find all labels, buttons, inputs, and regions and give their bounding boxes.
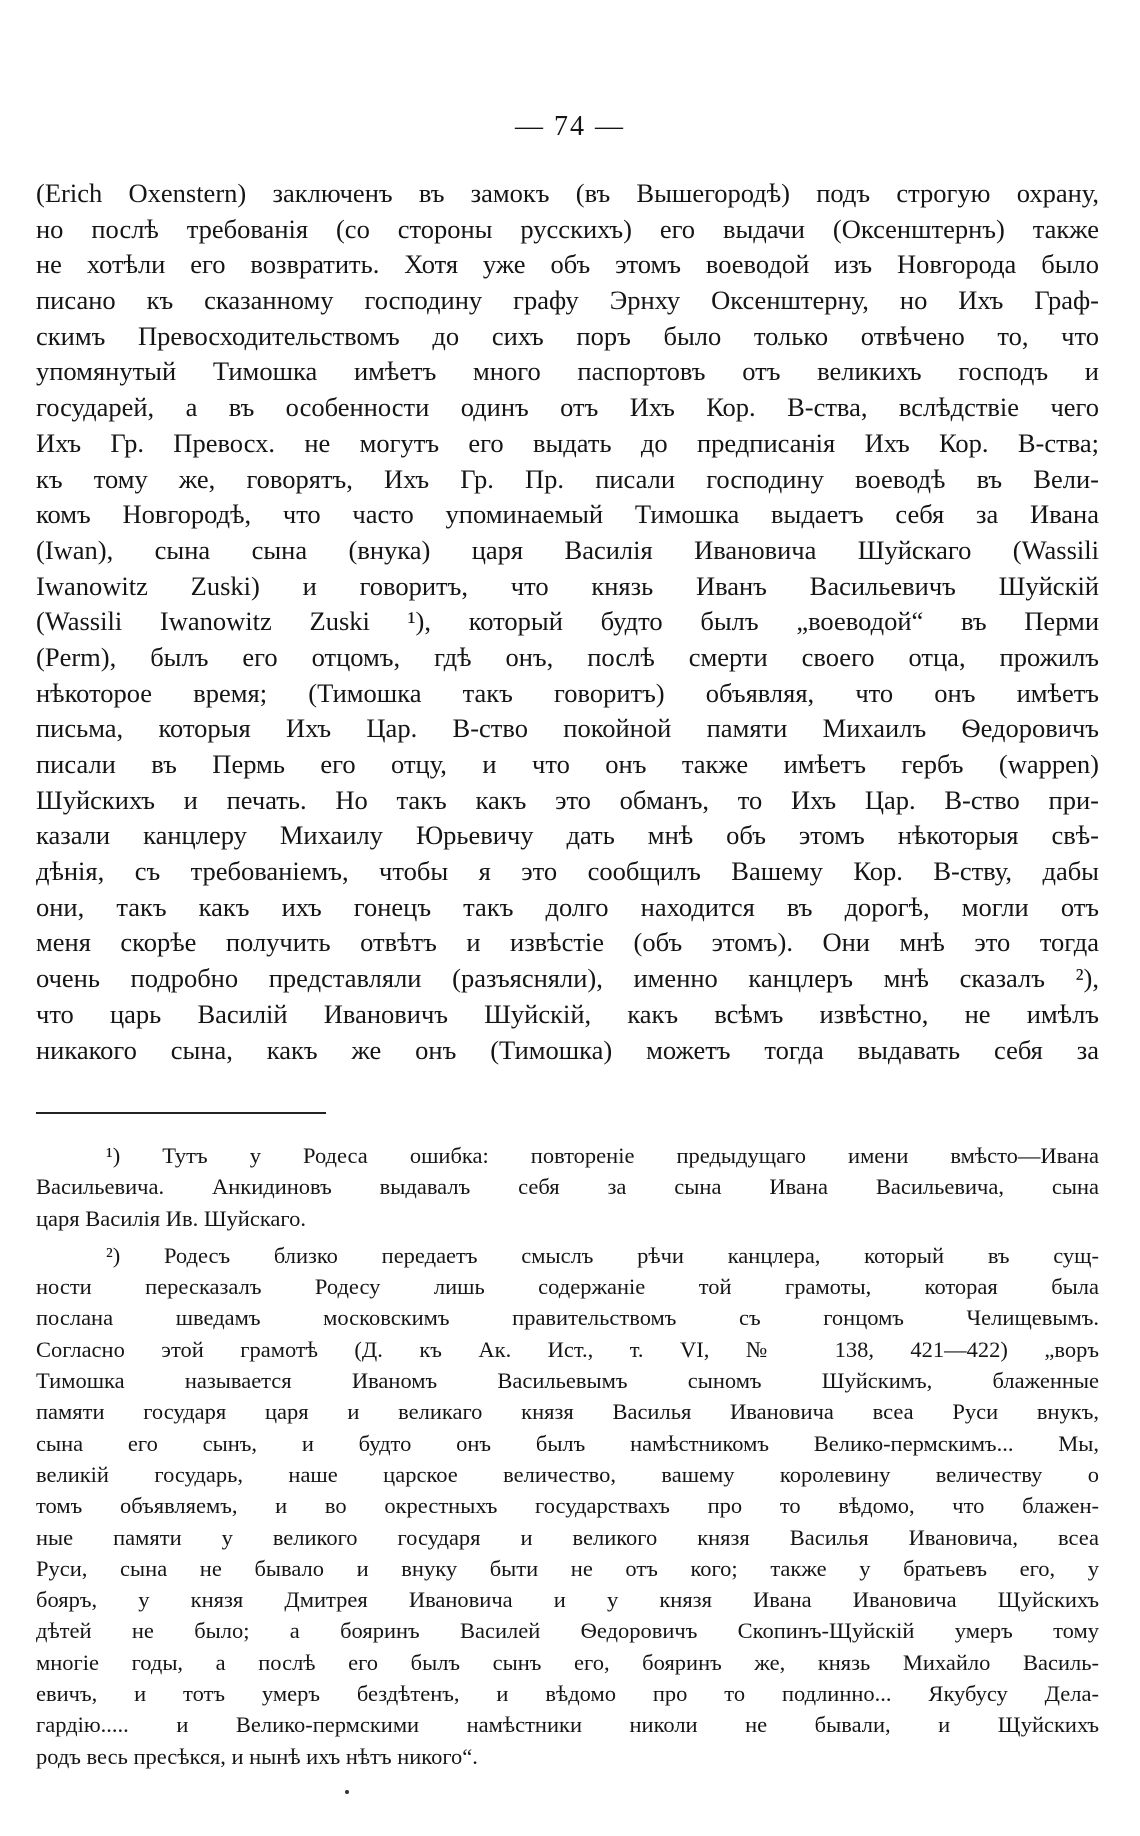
main-text-line: писано къ сказанному господину графу Эрнху Оксенштерну, но Ихъ Граф- xyxy=(36,285,1099,316)
main-text-line: никакого сына, какъ же онъ (Тимошка) можетъ тогда выдавать себя за xyxy=(36,1034,1099,1065)
main-text-line: комъ Новгородѣ, что часто упоминаемый Тимошка выдаетъ себя за Ивана xyxy=(36,499,1099,530)
footnote-2-line: гардію..... и Велико-пермскими намѣстники николи не бывали, и Щуйскихъ xyxy=(36,1712,1099,1738)
footnote-2-line: Согласно этой грамотѣ (Д. къ Ак. Ист., т. VI, № 138, 421—422) „воръ xyxy=(36,1336,1099,1362)
main-text-line: писали въ Пермь его отцу, и что онъ также имѣетъ гербъ (wappen) xyxy=(36,749,1099,779)
footnote-2-line: послана шведамъ московскимъ правительствомъ съ гонцомъ Челищевымъ. xyxy=(36,1305,1099,1331)
main-text-line: меня скорѣе получить отвѣтъ и извѣстіе (объ этомъ). Они мнѣ это тогда xyxy=(36,927,1099,958)
footnote-2-line: родъ весь пресѣкся, и нынѣ ихъ нѣтъ никого“. xyxy=(36,1743,478,1769)
footnote-2-line: памяти государя царя и великаго князя Василья Ивановича всеа Руси внукъ, xyxy=(36,1399,1099,1425)
footnotes-block xyxy=(36,1140,1099,1772)
main-text-line: къ тому же, говорятъ, Ихъ Гр. Пр. писали господину воеводѣ въ Вели- xyxy=(36,463,1099,494)
footnote-2-line: великій государь, наше царское величество, вашему королевину величеству о xyxy=(36,1461,1099,1487)
main-text-line: (Wassili Iwanowitz Zuski ¹), который будто былъ „воеводой“ въ Перми xyxy=(36,606,1099,637)
main-text-line: Шуйскихъ и печать. Но такъ какъ это обманъ, то Ихъ Цар. В-ство при- xyxy=(36,784,1099,815)
main-text-line: (Iwan), сына сына (внука) царя Василія Ивановича Шуйскаго (Wassili xyxy=(36,534,1099,565)
footnote-2-line: Руси, сына не бывало и внуку быти не отъ кого; также у братьевъ его, у xyxy=(36,1555,1099,1581)
main-text-line: но послѣ требованія (со стороны русскихъ) его выдачи (Оксенштернъ) также xyxy=(36,213,1099,244)
main-text-line: что царь Василій Ивановичъ Шуйскій, какъ всѣмъ извѣстно, не имѣлъ xyxy=(36,998,1099,1029)
footnote-divider xyxy=(36,1112,326,1114)
footnote-1-line: царя Василія Ив. Шуйскаго. xyxy=(36,1205,306,1231)
footnote-1-line: Васильевича. Анкидиновъ выдавалъ себя за сына Ивана Васильевича, сына xyxy=(36,1174,1099,1200)
footnote-2-line: сына его сынъ, и будто онъ былъ намѣстникомъ Велико-пермскимъ... Мы, xyxy=(36,1430,1099,1456)
footnote-2-line: ности пересказалъ Родесу лишь содержаніе той грамоты, которая была xyxy=(36,1274,1099,1300)
print-speck xyxy=(345,1790,349,1794)
main-text-line: (Perm), былъ его отцомъ, гдѣ онъ, послѣ смерти своего отца, прожилъ xyxy=(36,641,1099,672)
footnote-2-line: ные памяти у великого государя и великого князя Василья Ивановича, всеа xyxy=(36,1524,1099,1550)
footnote-2-line: дѣтей не было; а бояринъ Василей Ѳедоровичъ Скопинъ-Щуйскій умеръ тому xyxy=(36,1618,1099,1644)
main-text-line: упомянутый Тимошка имѣетъ много паспортовъ отъ великихъ господъ и xyxy=(36,356,1099,387)
footnote-2-line: Тимошка называется Иваномъ Васильевымъ сыномъ Шуйскимъ, блаженные xyxy=(36,1368,1099,1394)
main-text-line: письма, которыя Ихъ Цар. В-ство покойной памяти Михаилъ Ѳедоровичъ xyxy=(36,713,1099,744)
main-text-line: очень подробно представляли (разъясняли), именно канцлеръ мнѣ сказалъ ²), xyxy=(36,963,1099,994)
main-text-line: Ихъ Гр. Превосх. не могутъ его выдать до предписанія Ихъ Кор. В-ства; xyxy=(36,427,1099,458)
page-number: — 74 — xyxy=(515,111,625,142)
footnote-2-line: ²) Родесъ близко передаетъ смыслъ рѣчи канцлера, который въ сущ- xyxy=(106,1242,1099,1268)
main-text-line: нѣкоторое время; (Тимошка такъ говоритъ) объявляя, что онъ имѣетъ xyxy=(36,677,1099,708)
main-text-line: государей, а въ особенности одинъ отъ Ихъ Кор. В-ства, вслѣдствіе чего xyxy=(36,392,1099,423)
main-text-block xyxy=(36,176,1099,1068)
main-text-line: Iwanowitz Zuski) и говоритъ, что князь Иванъ Васильевичъ Шуйскій xyxy=(36,570,1099,601)
main-text-line: (Erich Oxenstern) заключенъ въ замокъ (въ Вышегородѣ) подъ строгую охрану, xyxy=(36,178,1099,208)
main-text-line: казали канцлеру Михаилу Юрьевичу дать мнѣ объ этомъ нѣкоторыя свѣ- xyxy=(36,820,1099,851)
main-text-line: скимъ Превосходительствомъ до сихъ поръ было только отвѣчено то, что xyxy=(36,320,1099,351)
main-text-line: дѣнія, съ требованіемъ, чтобы я это сообщилъ Вашему Кор. В-ству, дабы xyxy=(36,856,1099,887)
footnote-2-line: томъ объявляемъ, и во окрестныхъ государствахъ про то вѣдомо, что блажен- xyxy=(36,1493,1099,1519)
main-text-line: не хотѣли его возвратить. Хотя уже объ этомъ воеводой изъ Новгорода было xyxy=(36,249,1099,280)
footnote-2-line: евичъ, и тотъ умеръ бездѣтенъ, и вѣдомо про то подлинно... Якубусу Дела- xyxy=(36,1681,1099,1707)
main-text-line: они, такъ какъ ихъ гонецъ такъ долго находится въ дорогѣ, могли отъ xyxy=(36,891,1099,922)
footnote-2-line: многіе годы, а послѣ его былъ сынъ его, бояринъ же, князь Михайло Василь- xyxy=(36,1649,1099,1675)
footnote-2-line: бояръ, у князя Дмитрея Ивановича и у князя Ивана Ивановича Щуйскихъ xyxy=(36,1587,1099,1613)
footnote-1-line: ¹) Тутъ у Родеса ошибка: повтореніе предыдущаго имени вмѣсто—Ивана xyxy=(106,1143,1099,1168)
